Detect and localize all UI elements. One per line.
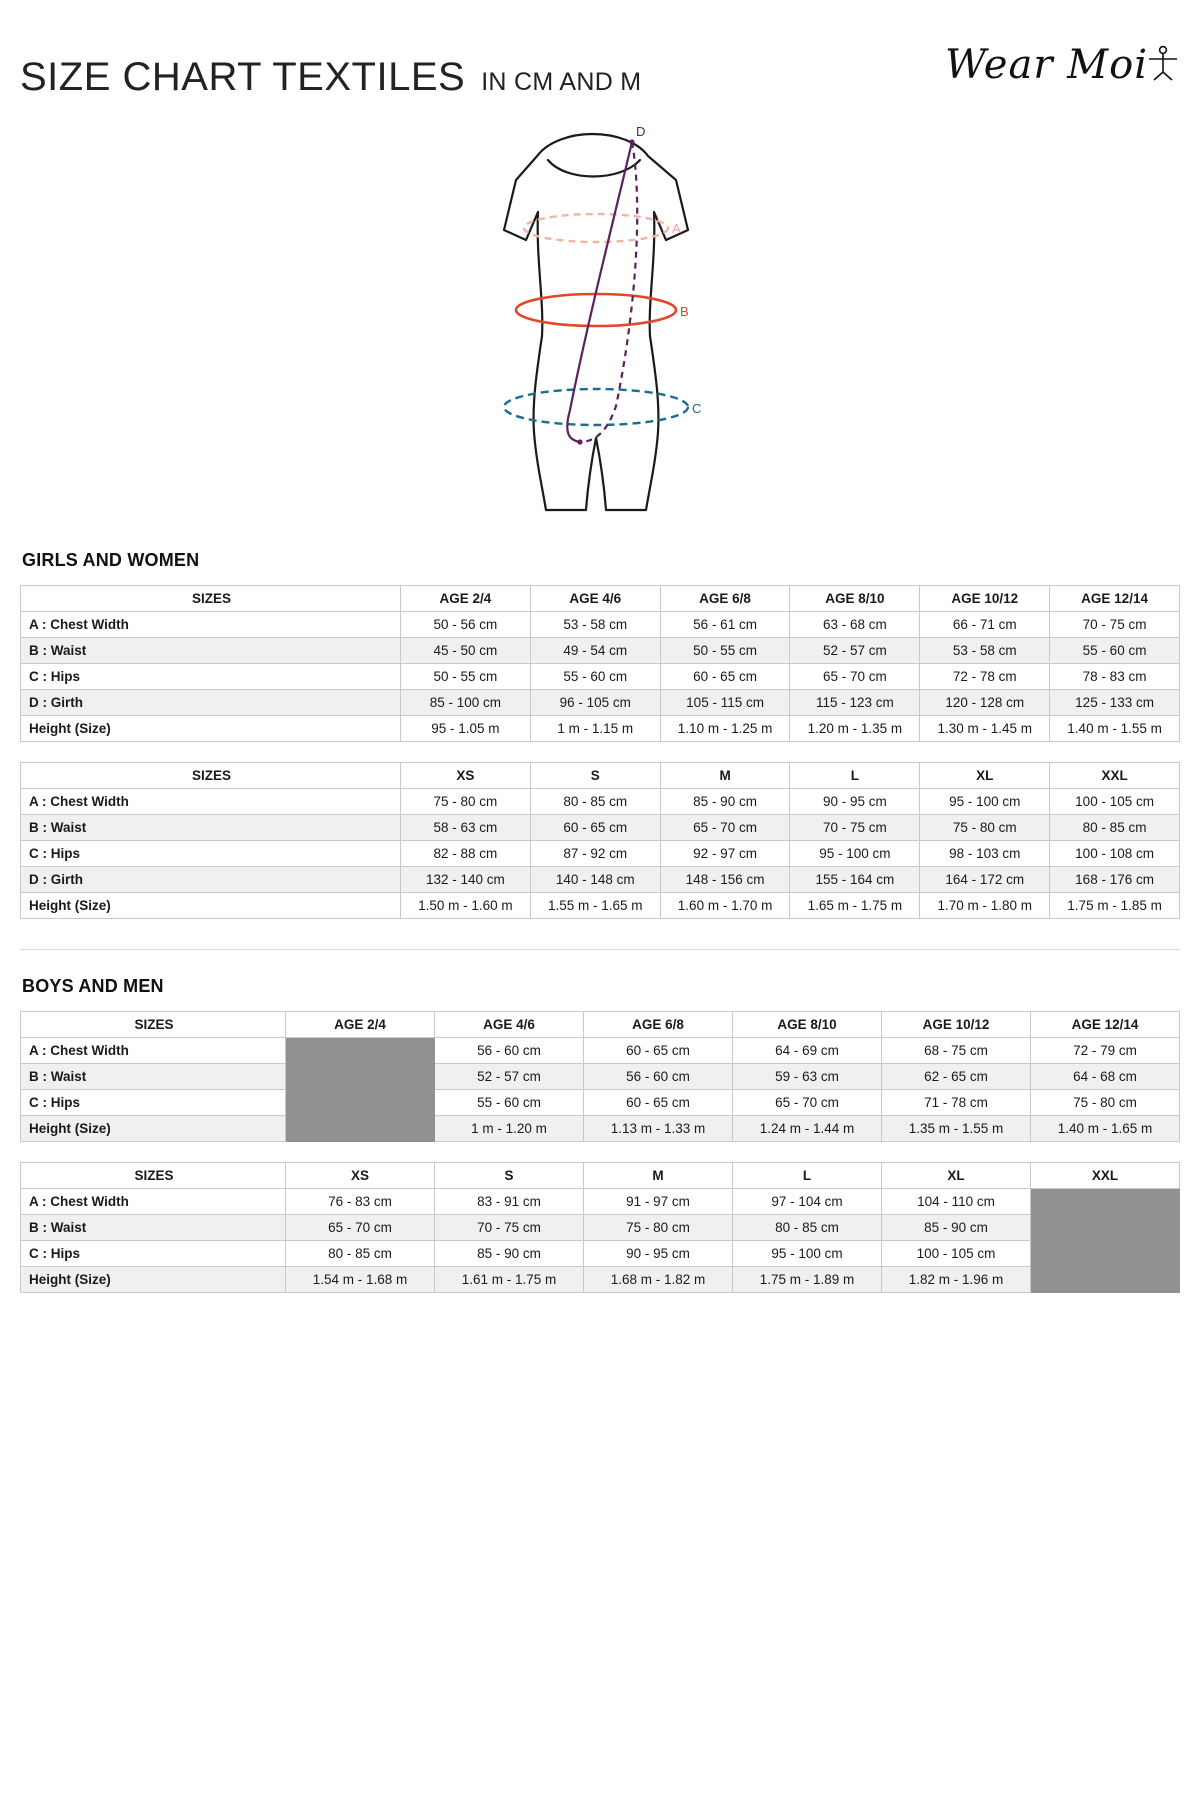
cell: 65 - 70 cm (790, 664, 920, 690)
cell: 56 - 61 cm (660, 612, 790, 638)
col-header-1: AGE 2/4 (401, 586, 531, 612)
row-label-waist: B : Waist (21, 815, 401, 841)
cell: 60 - 65 cm (584, 1038, 733, 1064)
row-label-chest: A : Chest Width (21, 1038, 286, 1064)
cell: 125 - 133 cm (1050, 690, 1180, 716)
cell: 105 - 115 cm (660, 690, 790, 716)
col-header-2: AGE 4/6 (435, 1012, 584, 1038)
table-row (21, 1215, 1180, 1241)
cell: 100 - 105 cm (1050, 789, 1180, 815)
cell: 49 - 54 cm (530, 638, 660, 664)
cell: 64 - 69 cm (733, 1038, 882, 1064)
col-header-2: S (435, 1163, 584, 1189)
cell: 1.75 m - 1.85 m (1050, 893, 1180, 919)
chest-measure-ellipse (524, 214, 668, 242)
page-header (20, 0, 1180, 120)
cell: 1.60 m - 1.70 m (660, 893, 790, 919)
table-row (21, 841, 1180, 867)
col-header-sizes: SIZES (21, 1163, 286, 1189)
girth-measure-back (580, 142, 637, 442)
cell: 155 - 164 cm (790, 867, 920, 893)
col-header-2: AGE 4/6 (530, 586, 660, 612)
cell: 1 m - 1.20 m (435, 1116, 584, 1142)
cell: 1.54 m - 1.68 m (286, 1267, 435, 1293)
col-header-4: AGE 8/10 (733, 1012, 882, 1038)
row-label-chest: A : Chest Width (21, 1189, 286, 1215)
cell: 80 - 85 cm (286, 1241, 435, 1267)
cell: 45 - 50 cm (401, 638, 531, 664)
col-header-3: M (660, 763, 790, 789)
cell: 90 - 95 cm (584, 1241, 733, 1267)
table-header-row (21, 1012, 1180, 1038)
cell: 60 - 65 cm (660, 664, 790, 690)
cell-empty (1031, 1267, 1180, 1293)
cell: 1.50 m - 1.60 m (401, 893, 531, 919)
brand-name: Wear Moi (944, 42, 1148, 88)
cell: 164 - 172 cm (920, 867, 1050, 893)
cell: 82 - 88 cm (401, 841, 531, 867)
cell: 52 - 57 cm (435, 1064, 584, 1090)
cell: 80 - 85 cm (530, 789, 660, 815)
body-measurement-diagram (420, 120, 780, 550)
cell: 65 - 70 cm (286, 1215, 435, 1241)
cell: 1.13 m - 1.33 m (584, 1116, 733, 1142)
cell: 85 - 90 cm (435, 1241, 584, 1267)
cell: 80 - 85 cm (1050, 815, 1180, 841)
cell: 97 - 104 cm (733, 1189, 882, 1215)
cell: 1.82 m - 1.96 m (882, 1267, 1031, 1293)
col-header-3: AGE 6/8 (660, 586, 790, 612)
chest-label-a: A (672, 221, 681, 236)
cell: 52 - 57 cm (790, 638, 920, 664)
col-header-5: XL (920, 763, 1050, 789)
cell: 71 - 78 cm (882, 1090, 1031, 1116)
table-women-sizes (20, 762, 1180, 919)
table-row (21, 716, 1180, 742)
table-row (21, 1064, 1180, 1090)
cell: 70 - 75 cm (790, 815, 920, 841)
cell: 70 - 75 cm (435, 1215, 584, 1241)
cell: 91 - 97 cm (584, 1189, 733, 1215)
row-label-height: Height (Size) (21, 716, 401, 742)
cell: 96 - 105 cm (530, 690, 660, 716)
cell: 55 - 60 cm (1050, 638, 1180, 664)
cell: 60 - 65 cm (530, 815, 660, 841)
table-row (21, 1038, 1180, 1064)
cell: 62 - 65 cm (882, 1064, 1031, 1090)
cell: 98 - 103 cm (920, 841, 1050, 867)
section-boys-and-men (20, 976, 1180, 1293)
row-label-height: Height (Size) (21, 893, 401, 919)
table-row (21, 1189, 1180, 1215)
cell: 1.10 m - 1.25 m (660, 716, 790, 742)
table-row (21, 1116, 1180, 1142)
cell: 58 - 63 cm (401, 815, 531, 841)
cell: 92 - 97 cm (660, 841, 790, 867)
cell: 148 - 156 cm (660, 867, 790, 893)
dancer-logo-icon (1146, 42, 1180, 82)
waist-label-b: B (680, 304, 689, 319)
cell: 55 - 60 cm (530, 664, 660, 690)
table-row (21, 893, 1180, 919)
body-outline-icon (504, 134, 688, 510)
cell: 140 - 148 cm (530, 867, 660, 893)
cell: 83 - 91 cm (435, 1189, 584, 1215)
section-divider (20, 949, 1180, 950)
cell: 1.70 m - 1.80 m (920, 893, 1050, 919)
measurement-figure (20, 120, 1180, 550)
girth-label-d: D (636, 124, 646, 139)
col-header-2: S (530, 763, 660, 789)
cell: 80 - 85 cm (733, 1215, 882, 1241)
hips-label-c: C (692, 401, 702, 416)
cell: 65 - 70 cm (660, 815, 790, 841)
row-label-waist: B : Waist (21, 638, 401, 664)
cell: 56 - 60 cm (584, 1064, 733, 1090)
section-girls-and-women (20, 550, 1180, 919)
col-header-6: XXL (1050, 763, 1180, 789)
cell: 68 - 75 cm (882, 1038, 1031, 1064)
row-label-waist: B : Waist (21, 1215, 286, 1241)
cell: 53 - 58 cm (920, 638, 1050, 664)
page-title-subtitle: IN CM AND M (481, 68, 642, 96)
cell-empty (1031, 1241, 1180, 1267)
col-header-4: L (790, 763, 920, 789)
cell: 59 - 63 cm (733, 1064, 882, 1090)
row-label-hips: C : Hips (21, 664, 401, 690)
cell: 1.40 m - 1.65 m (1031, 1116, 1180, 1142)
cell: 1.35 m - 1.55 m (882, 1116, 1031, 1142)
cell: 72 - 78 cm (920, 664, 1050, 690)
table-girls-ages (20, 585, 1180, 742)
girth-point-top (629, 139, 634, 144)
row-label-girth: D : Girth (21, 690, 401, 716)
section-title-girls-women: GIRLS AND WOMEN (22, 550, 200, 570)
cell: 87 - 92 cm (530, 841, 660, 867)
cell: 1 m - 1.15 m (530, 716, 660, 742)
cell: 50 - 55 cm (401, 664, 531, 690)
cell: 70 - 75 cm (1050, 612, 1180, 638)
col-header-3: M (584, 1163, 733, 1189)
cell: 75 - 80 cm (920, 815, 1050, 841)
table-row (21, 664, 1180, 690)
cell-empty (286, 1116, 435, 1142)
cell: 1.24 m - 1.44 m (733, 1116, 882, 1142)
table-row (21, 815, 1180, 841)
cell: 1.30 m - 1.45 m (920, 716, 1050, 742)
girth-measure-front (567, 142, 632, 442)
col-header-5: XL (882, 1163, 1031, 1189)
cell: 50 - 55 cm (660, 638, 790, 664)
cell: 1.68 m - 1.82 m (584, 1267, 733, 1293)
cell-empty (286, 1090, 435, 1116)
cell: 115 - 123 cm (790, 690, 920, 716)
table-row (21, 1267, 1180, 1293)
table-boys-ages (20, 1011, 1180, 1142)
cell: 85 - 100 cm (401, 690, 531, 716)
cell: 95 - 100 cm (733, 1241, 882, 1267)
col-header-1: XS (286, 1163, 435, 1189)
cell: 66 - 71 cm (920, 612, 1050, 638)
col-header-6: XXL (1031, 1163, 1180, 1189)
table-header-row (21, 763, 1180, 789)
cell: 1.40 m - 1.55 m (1050, 716, 1180, 742)
cell: 75 - 80 cm (401, 789, 531, 815)
cell: 120 - 128 cm (920, 690, 1050, 716)
col-header-5: AGE 10/12 (882, 1012, 1031, 1038)
cell: 1.65 m - 1.75 m (790, 893, 920, 919)
col-header-4: AGE 8/10 (790, 586, 920, 612)
col-header-1: AGE 2/4 (286, 1012, 435, 1038)
row-label-height: Height (Size) (21, 1116, 286, 1142)
hips-measure-ellipse (504, 389, 688, 425)
table-men-sizes (20, 1162, 1180, 1293)
col-header-4: L (733, 1163, 882, 1189)
cell: 76 - 83 cm (286, 1189, 435, 1215)
table-row (21, 1090, 1180, 1116)
col-header-sizes: SIZES (21, 586, 401, 612)
cell: 65 - 70 cm (733, 1090, 882, 1116)
cell: 95 - 100 cm (920, 789, 1050, 815)
cell-empty (1031, 1215, 1180, 1241)
row-label-hips: C : Hips (21, 1090, 286, 1116)
cell: 95 - 1.05 m (401, 716, 531, 742)
girth-point-bottom (577, 439, 582, 444)
table-row (21, 789, 1180, 815)
cell: 55 - 60 cm (435, 1090, 584, 1116)
col-header-sizes: SIZES (21, 763, 401, 789)
table-header-row (21, 1163, 1180, 1189)
brand-logo (920, 30, 1180, 100)
col-header-5: AGE 10/12 (920, 586, 1050, 612)
row-label-waist: B : Waist (21, 1064, 286, 1090)
col-header-6: AGE 12/14 (1050, 586, 1180, 612)
row-label-height: Height (Size) (21, 1267, 286, 1293)
cell: 168 - 176 cm (1050, 867, 1180, 893)
table-header-row (21, 586, 1180, 612)
table-row (21, 638, 1180, 664)
cell: 85 - 90 cm (882, 1215, 1031, 1241)
cell: 1.75 m - 1.89 m (733, 1267, 882, 1293)
section-title-boys-men: BOYS AND MEN (22, 976, 164, 996)
row-label-chest: A : Chest Width (21, 612, 401, 638)
cell: 90 - 95 cm (790, 789, 920, 815)
col-header-6: AGE 12/14 (1031, 1012, 1180, 1038)
table-row (21, 612, 1180, 638)
cell: 1.55 m - 1.65 m (530, 893, 660, 919)
cell: 100 - 108 cm (1050, 841, 1180, 867)
cell: 75 - 80 cm (584, 1215, 733, 1241)
cell: 1.61 m - 1.75 m (435, 1267, 584, 1293)
col-header-sizes: SIZES (21, 1012, 286, 1038)
table-row (21, 690, 1180, 716)
row-label-girth: D : Girth (21, 867, 401, 893)
cell: 72 - 79 cm (1031, 1038, 1180, 1064)
cell: 1.20 m - 1.35 m (790, 716, 920, 742)
cell: 60 - 65 cm (584, 1090, 733, 1116)
row-label-hips: C : Hips (21, 841, 401, 867)
cell: 56 - 60 cm (435, 1038, 584, 1064)
cell: 104 - 110 cm (882, 1189, 1031, 1215)
cell: 63 - 68 cm (790, 612, 920, 638)
cell: 85 - 90 cm (660, 789, 790, 815)
cell: 132 - 140 cm (401, 867, 531, 893)
waist-measure-ellipse (516, 294, 676, 326)
cell: 64 - 68 cm (1031, 1064, 1180, 1090)
col-header-3: AGE 6/8 (584, 1012, 733, 1038)
cell-empty (286, 1038, 435, 1064)
cell: 78 - 83 cm (1050, 664, 1180, 690)
col-header-1: XS (401, 763, 531, 789)
cell-empty (286, 1064, 435, 1090)
cell: 53 - 58 cm (530, 612, 660, 638)
row-label-chest: A : Chest Width (21, 789, 401, 815)
cell: 75 - 80 cm (1031, 1090, 1180, 1116)
cell-empty (1031, 1189, 1180, 1215)
cell: 50 - 56 cm (401, 612, 531, 638)
cell: 100 - 105 cm (882, 1241, 1031, 1267)
table-row (21, 1241, 1180, 1267)
cell: 95 - 100 cm (790, 841, 920, 867)
page-title-main: SIZE CHART TEXTILES (20, 55, 466, 99)
row-label-hips: C : Hips (21, 1241, 286, 1267)
table-row (21, 867, 1180, 893)
